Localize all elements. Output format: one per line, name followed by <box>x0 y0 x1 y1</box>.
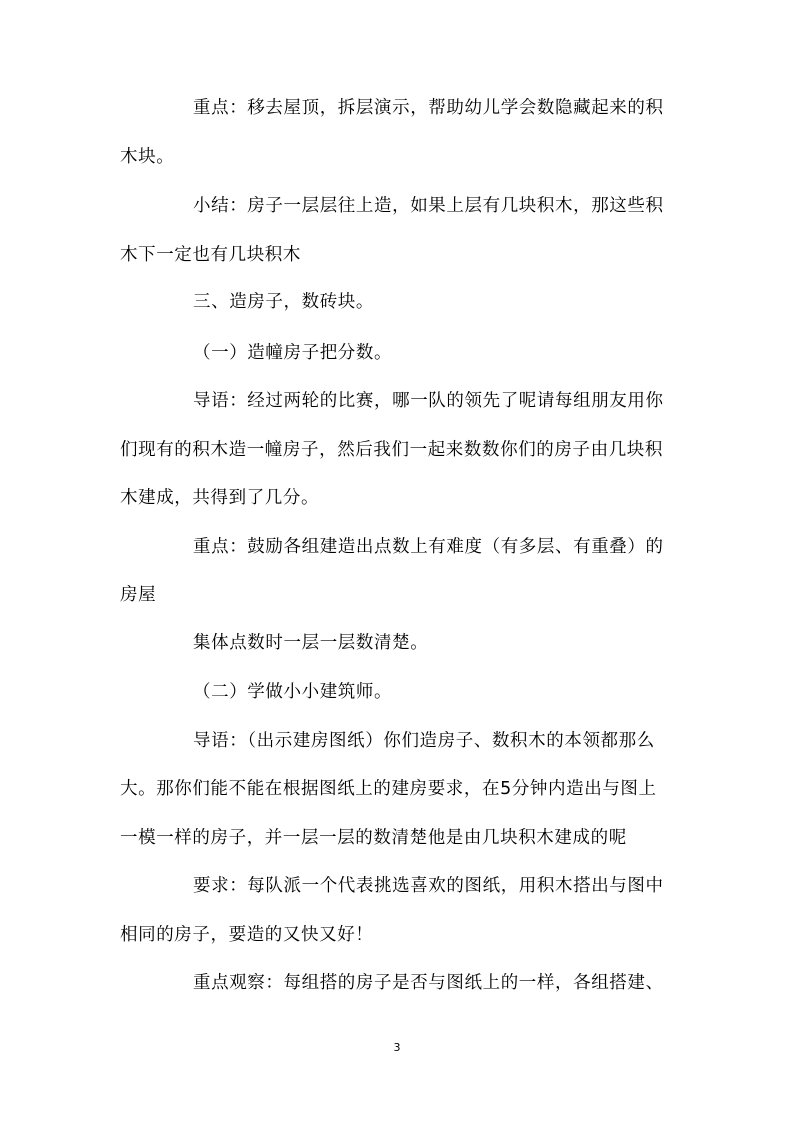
paragraph-line: 房屋 <box>120 585 157 605</box>
paragraph-line: 要求：每队派一个代表挑选喜欢的图纸，用积木搭出与图中 <box>193 876 664 896</box>
section-heading: 三、造房子，数砖块。 <box>193 292 374 312</box>
paragraph-line: 木块。 <box>120 147 175 167</box>
paragraph-line: 重点：鼓励各组建造出点数上有难度（有多层、有重叠）的 <box>193 537 664 557</box>
paragraph-line: 小结：房子一层层往上造，如果上层有几块积木，那这些积 <box>193 196 664 216</box>
page-number: 3 <box>393 1041 401 1054</box>
paragraph-line: 一模一样的房子，并一层一层的数清楚他是由几块积木建成的呢 <box>120 828 627 848</box>
paragraph-line: 木下一定也有几块积木 <box>120 245 301 265</box>
subsection-heading: （二）学做小小建筑师。 <box>193 682 393 702</box>
paragraph-line: 导语：（出示建房图纸）你们造房子、数积木的本领都那么 <box>193 731 655 751</box>
paragraph-line: 大。那你们能不能在根据图纸上的建房要求，在5分钟内造出与图上 <box>120 779 657 799</box>
paragraph-line: 重点：移去屋顶，拆层演示，帮助幼儿学会数隐藏起来的积 <box>193 98 664 118</box>
paragraph-line: 木建成，共得到了几分。 <box>120 488 320 508</box>
paragraph-line: 重点观察：每组搭的房子是否与图纸上的一样，各组搭建、 <box>193 973 664 993</box>
paragraph-line: 们现有的积木造一幢房子，然后我们一起来数数你们的房子由几块积 <box>120 440 663 460</box>
paragraph-line: 相同的房子，要造的又快又好！ <box>120 925 374 945</box>
paragraph-line: 集体点数时一层一层数清楚。 <box>193 633 429 653</box>
paragraph-line: 导语：经过两轮的比赛，哪一队的领先了呢请每组朋友用你 <box>193 391 664 411</box>
subsection-heading: （一）造幢房子把分数。 <box>193 343 393 363</box>
